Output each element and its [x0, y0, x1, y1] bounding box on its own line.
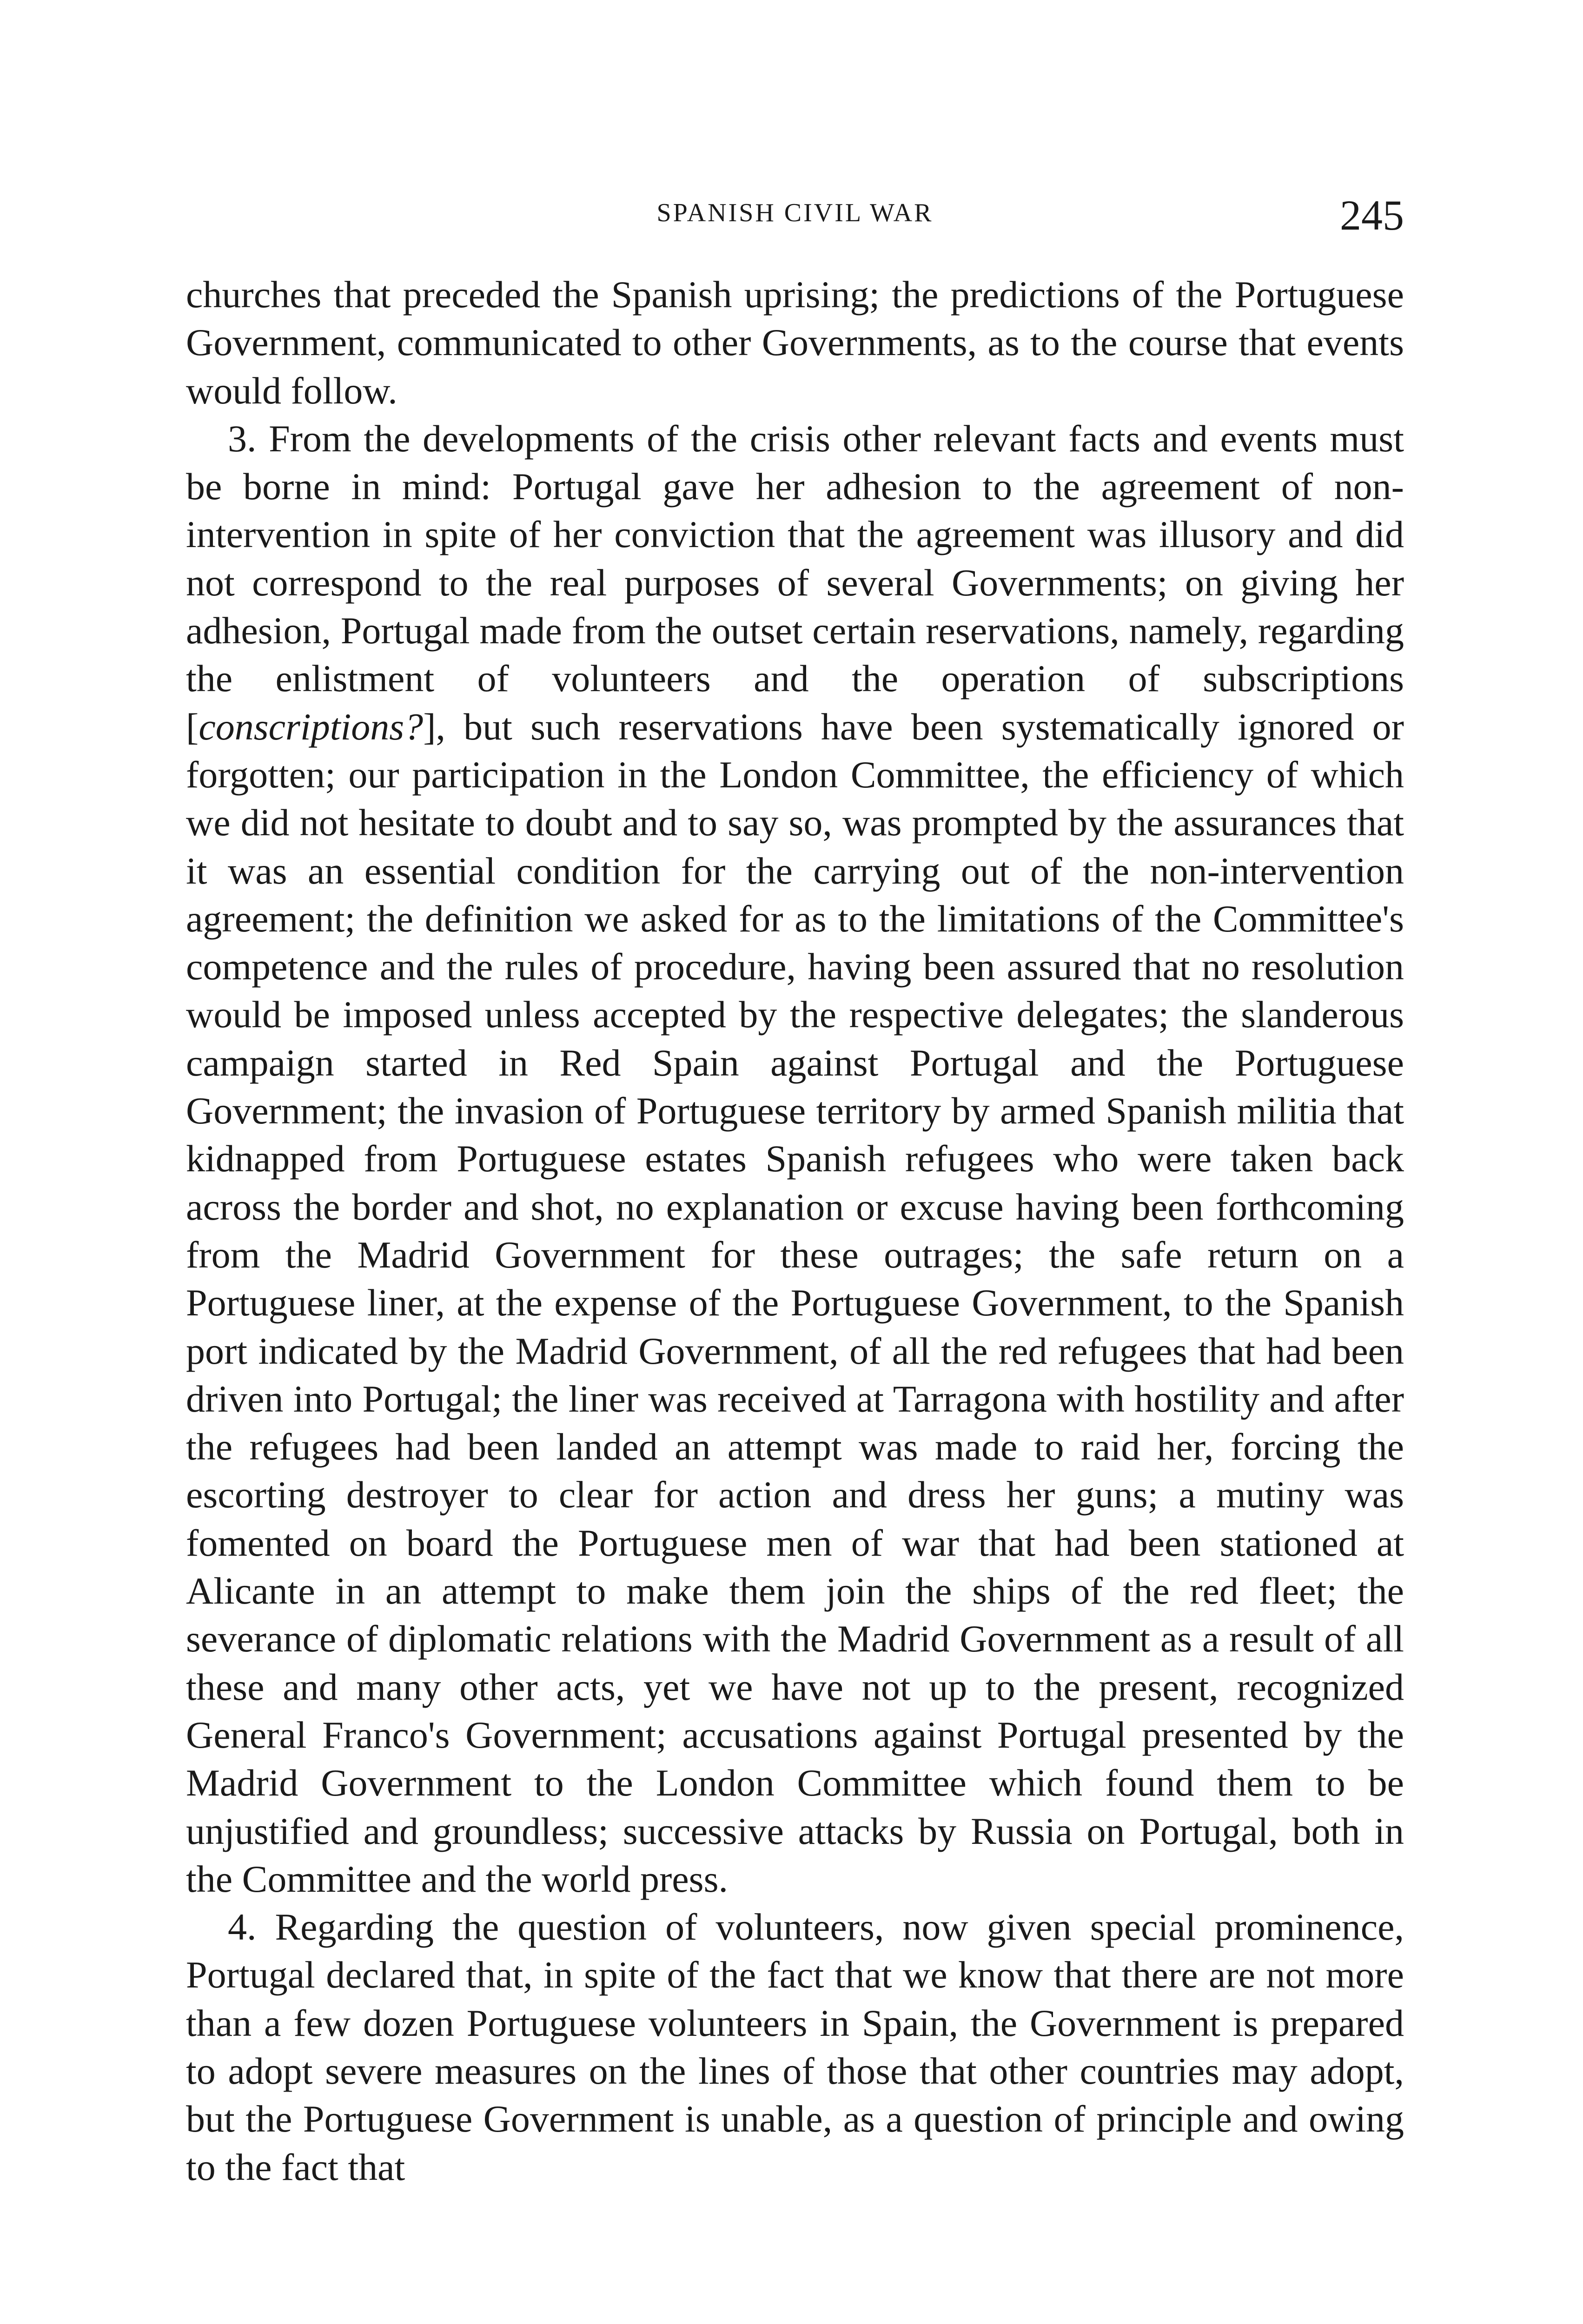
paragraph-4: 4. Regarding the question of volunteers, now given special prominence, Portugal declared that, in spite of the fact that we know that there are not more than a few dozen Portuguese volunteers in Spain, the Government is prepared to adopt severe measures on the lines of those that other countries may adopt, but the Portuguese Government is unable, as a question of principle and owing to the fact that	[186, 1906, 1404, 2188]
running-header	[186, 191, 1404, 242]
running-title: SPANISH CIVIL WAR	[656, 198, 934, 227]
paragraph-continuation: churches that preceded the Spanish uprising; the predictions of the Portuguese Government, communicated to other Governments, as to the course that events would follow.	[186, 273, 1404, 412]
body-text	[186, 271, 1404, 2191]
paragraph-3-italic-insert: conscriptions?	[199, 705, 424, 748]
page-number: 245	[1340, 191, 1404, 239]
paragraph-3-text-after: ], but such reservations have been systematically ignored or forgotten; our participation in the London Committee, the efficiency of which we did not hesitate to doubt and to say so, was prompted by the assurances that it was an essential condition for the carrying out of the non-intervention agreement; the definition we asked for as to the limitations of the Committee's competence and the rules of procedure, having been assured that no resolution would be imposed unless accepted by the respective delegates; the slanderous campaign started in Red Spain against Portugal and the Portuguese Government; the invasion of Portuguese territory by armed Spanish militia that kidnapped from Portuguese estates Spanish refugees who were taken back across the border and shot, no explanation or excuse having been forthcoming from the Madrid Government for these outrages; the safe return on a Portuguese liner, at the expense of the Portuguese Government, to the Spanish port indicated by the Madrid Government, of all the red refugees that had been driven into Portugal; the liner was received at Tarragona with hostility and after the refugees had been landed an attempt was made to raid her, forcing the escorting destroyer to clear for action and dress her guns; a mutiny was fomented on board the Portuguese men of war that had been stationed at Alicante in an attempt to make them join the ships of the red fleet; the severance of diplomatic relations with the Madrid Government as a result of all these and many other acts, yet we have not up to the present, recognized General Franco's Government; accusations against Portugal presented by the Madrid Government to the London Committee which found them to be unjustified and groundless; successive attacks by Russia on Portugal, both in the Committee and the world press.	[186, 705, 1404, 1900]
paragraph-3	[186, 415, 1404, 1903]
paragraph-3-text-before: 3. From the developments of the crisis other relevant facts and events must be borne in mind: Portugal gave her adhesion to the agreement of non-intervention in spite of her conviction that the agreement was illusory and did not correspond to the real purposes of several Governments; on giving her adhesion, Portugal made from the outset certain reservations, namely, regarding the enlistment of volunteers and the operation of subscriptions [	[186, 417, 1404, 748]
